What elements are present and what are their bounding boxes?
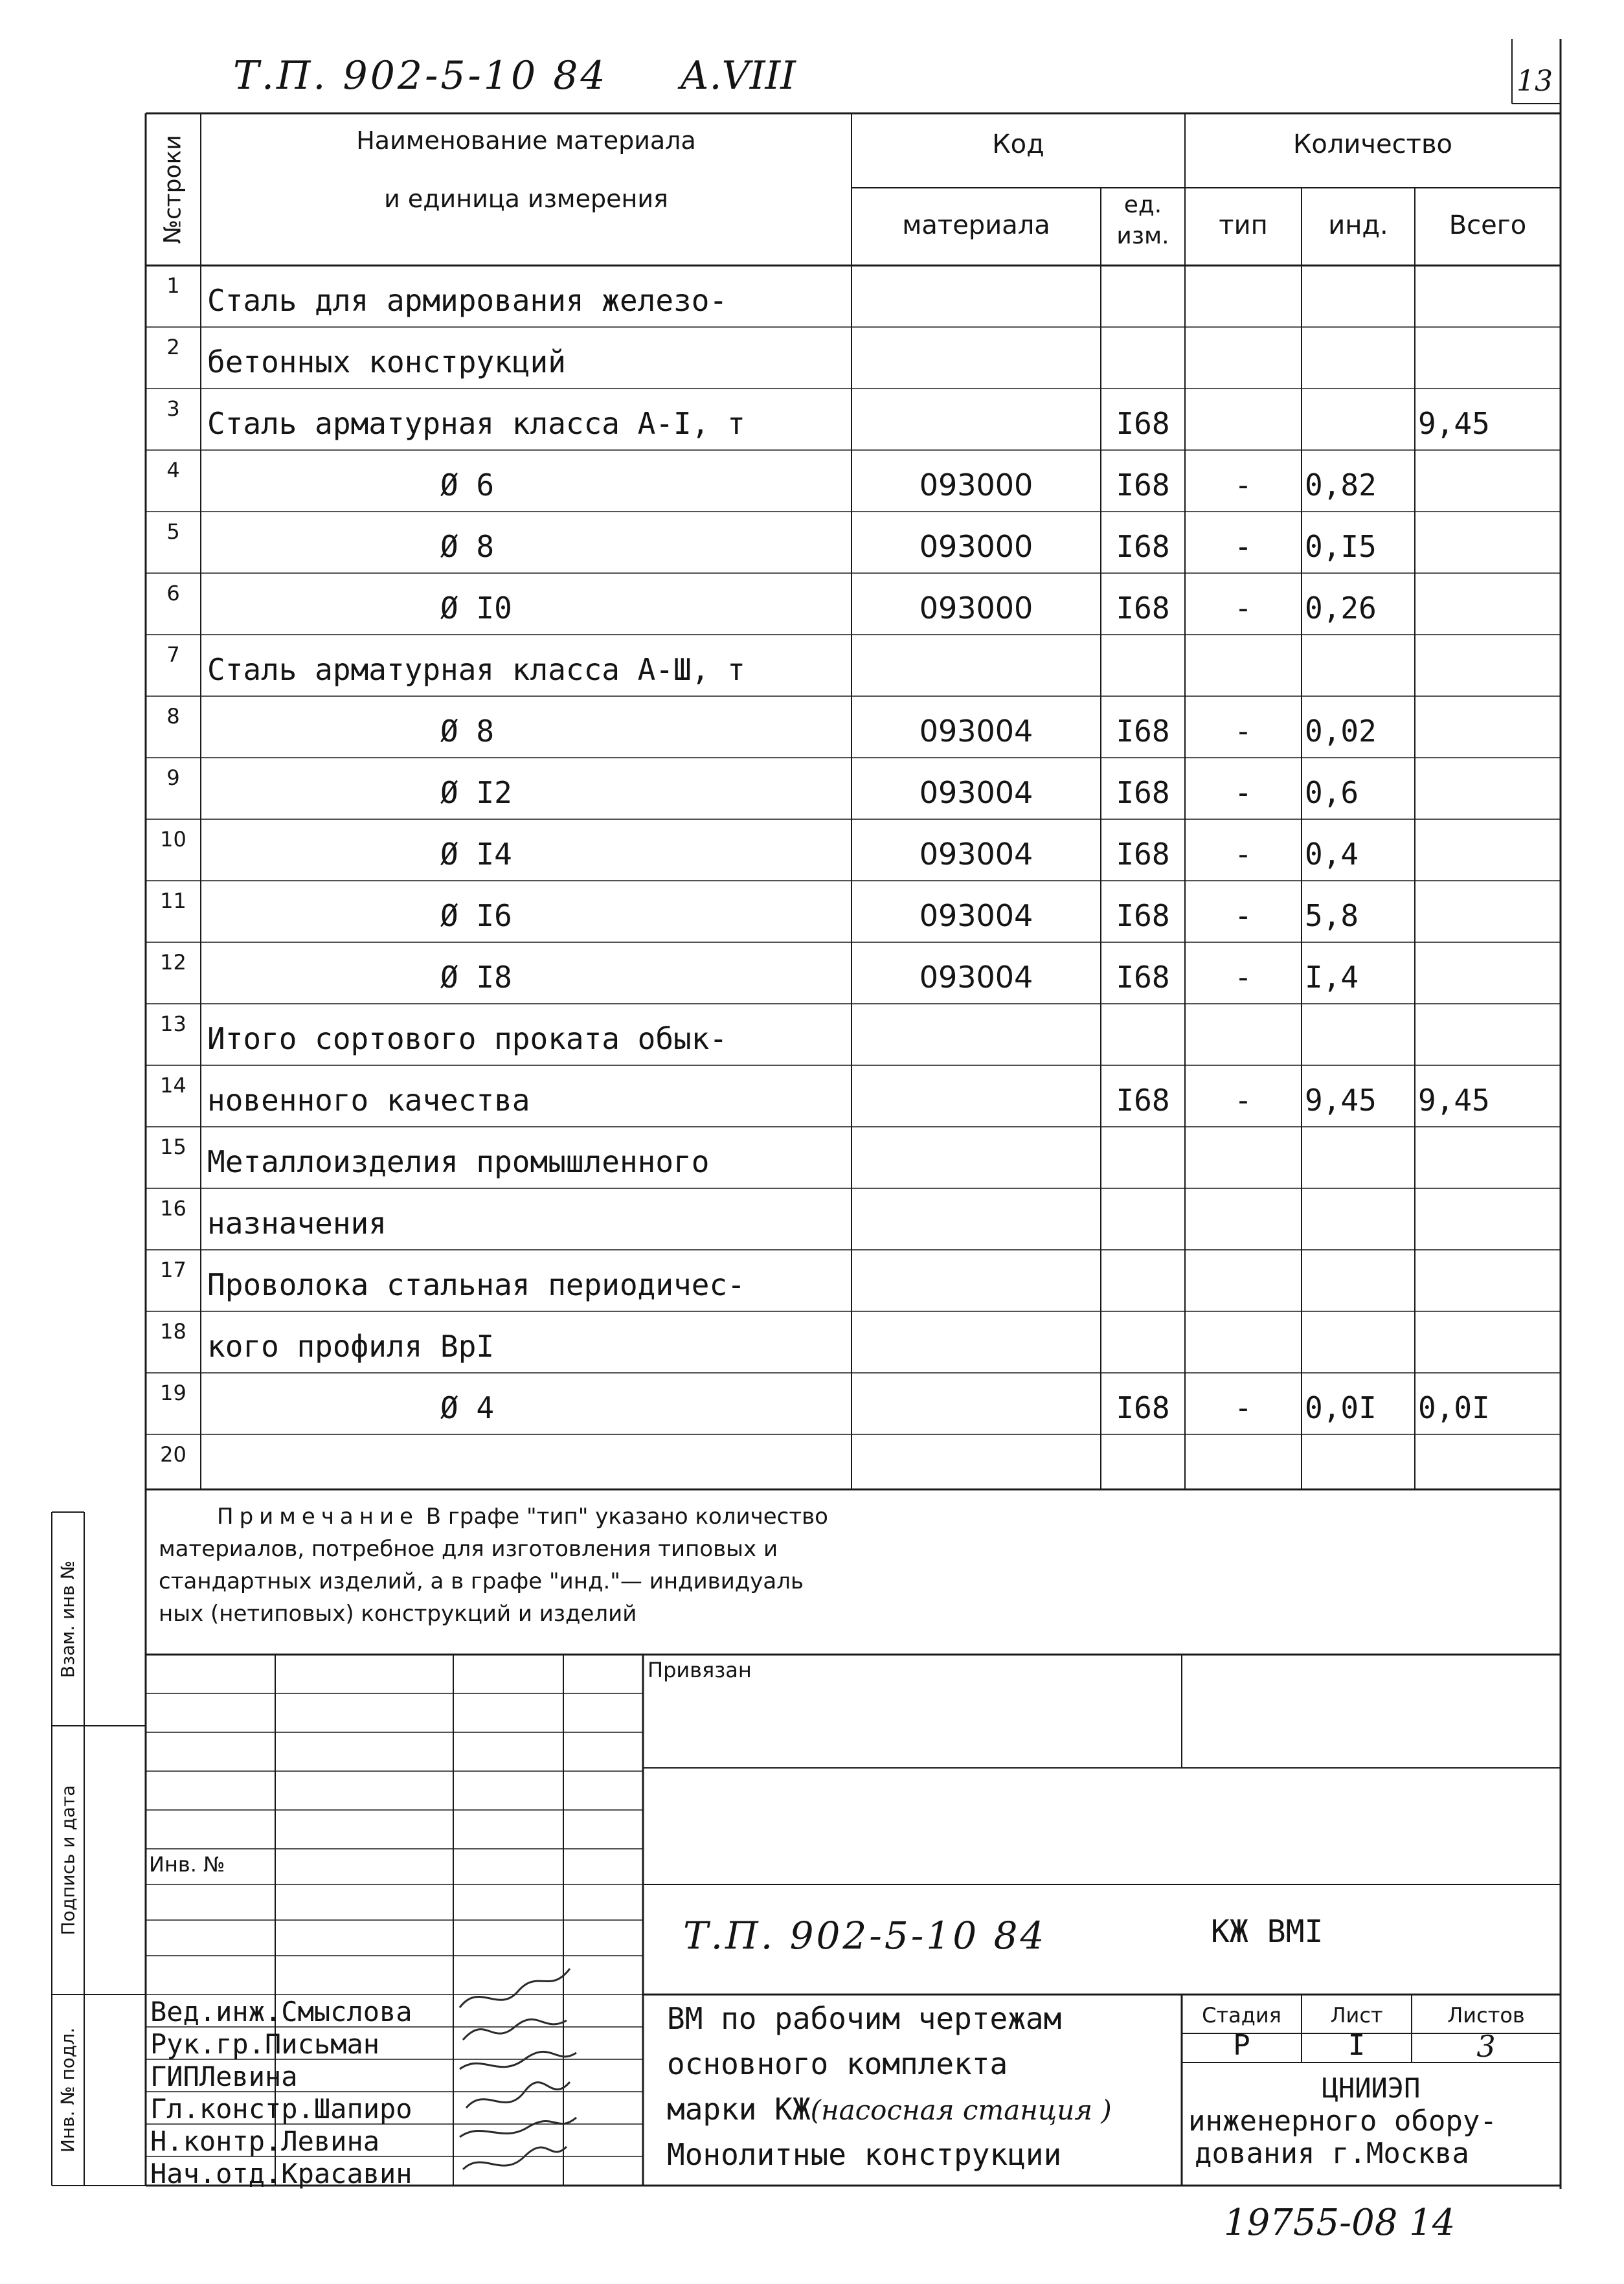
stage-label: Стадия	[1202, 2003, 1281, 2028]
row-qty-ind: 0,82	[1305, 468, 1377, 503]
row-material-name: Ø I6	[440, 898, 512, 933]
staff-name: Письман	[265, 2028, 380, 2060]
desc-line3-prefix: марки КЖ	[667, 2092, 811, 2127]
staff-role: Рук.гр.	[150, 2028, 265, 2060]
row-qty-ind: 0,4	[1305, 837, 1359, 872]
row-qty-type: -	[1234, 898, 1252, 933]
row-number: 10	[160, 827, 186, 852]
header-ind: инд.	[1328, 210, 1388, 240]
row-number: 12	[160, 950, 186, 975]
row-qty-ind: 0,I5	[1305, 529, 1377, 564]
row-unit-code: I68	[1116, 529, 1170, 564]
header-name-line2: и единица измерения	[384, 185, 668, 213]
row-material-code: 093004	[919, 714, 1033, 749]
header-code-material: материала	[902, 210, 1050, 240]
row-material-name: Сталь арматурная класса А-Ш, т	[207, 652, 745, 687]
title-mark: КЖ ВМI	[1211, 1914, 1324, 1950]
row-qty-total: 9,45	[1418, 1083, 1490, 1118]
row-qty-type: -	[1234, 1083, 1252, 1118]
row-material-name: кого профиля ВрI	[207, 1329, 495, 1364]
row-unit-code: I68	[1116, 1390, 1170, 1425]
row-qty-type: -	[1234, 714, 1252, 749]
note-heading: Примечание	[217, 1504, 419, 1530]
staff-name: Красавин	[281, 2158, 412, 2189]
row-material-name: Сталь арматурная класса А-I, т	[207, 406, 745, 441]
row-material-name: Ø 8	[440, 529, 495, 564]
staff-row	[150, 2028, 379, 2060]
row-unit-code: I68	[1116, 468, 1170, 503]
row-qty-ind: 0,0I	[1305, 1390, 1377, 1425]
signatures	[453, 1956, 583, 2189]
header-code: Код	[992, 130, 1044, 159]
row-qty-ind: 0,02	[1305, 714, 1377, 749]
row-material-name: Ø 4	[440, 1390, 495, 1425]
staff-role: Н.контр.	[150, 2125, 282, 2157]
staff-name: Левина	[199, 2061, 298, 2092]
staff-row	[150, 2061, 298, 2092]
row-number: 15	[160, 1135, 186, 1159]
staff-role: Нач.отд.	[150, 2158, 282, 2189]
staff-name: Шапиро	[313, 2093, 412, 2125]
row-qty-ind: 0,6	[1305, 775, 1359, 810]
row-material-code: 093004	[919, 898, 1033, 933]
staff-row	[150, 1996, 412, 2028]
row-number: 19	[160, 1381, 186, 1405]
header-row-no: №строки	[160, 135, 187, 244]
row-number: 9	[166, 765, 180, 790]
row-number: 20	[160, 1442, 186, 1467]
row-qty-type: -	[1234, 529, 1252, 564]
header-unit-line2: изм.	[1116, 223, 1169, 249]
row-material-code: 093000	[919, 591, 1033, 626]
album-label: А.VIII	[680, 53, 796, 98]
desc-line3	[667, 2092, 1112, 2127]
row-number: 4	[166, 458, 180, 482]
staff-row	[150, 2093, 412, 2125]
row-number: 11	[160, 888, 186, 913]
row-material-name: Ø I2	[440, 775, 512, 810]
row-number: 2	[166, 335, 180, 359]
staff-role: Вед.инж.	[150, 1996, 282, 2028]
row-number: 14	[160, 1073, 186, 1098]
staff-role: Гл.констр.	[150, 2093, 314, 2125]
header-unit-line1: ед.	[1123, 192, 1162, 218]
row-material-name: Проволока стальная периодичес-	[207, 1267, 745, 1302]
row-material-name: Сталь для армирования железо-	[207, 283, 728, 318]
row-material-code: 093004	[919, 960, 1033, 995]
row-unit-code: I68	[1116, 837, 1170, 872]
row-material-code: 093004	[919, 775, 1033, 810]
row-unit-code: I68	[1116, 406, 1170, 441]
row-qty-total: 9,45	[1418, 406, 1490, 441]
row-material-name: Металлоизделия промышленного	[207, 1144, 710, 1179]
row-unit-code: I68	[1116, 960, 1170, 995]
row-number: 5	[166, 519, 180, 544]
row-qty-type: -	[1234, 591, 1252, 626]
stamp-podpis: Подпись и дата	[57, 1785, 79, 1936]
staff-name: Левина	[281, 2125, 380, 2157]
row-material-name: Ø 8	[440, 714, 495, 749]
note-text-1: В графе "тип" указано количество	[425, 1504, 828, 1530]
row-qty-ind: 5,8	[1305, 898, 1359, 933]
row-number: 13	[160, 1012, 186, 1036]
row-material-name: Ø 6	[440, 468, 495, 503]
staff-row	[150, 2125, 379, 2157]
desc-line3-hand: (насосная станция )	[810, 2094, 1112, 2126]
row-material-name: Итого сортового проката обык-	[207, 1021, 728, 1056]
sheet-label: Лист	[1330, 2003, 1383, 2028]
title-doc-code: Т.П. 902-5-10 84	[683, 1914, 1047, 1958]
doc-title: Т.П. 902-5-10 84	[233, 53, 608, 98]
org-line2: инженерного обору-	[1188, 2105, 1497, 2138]
row-qty-type: -	[1234, 837, 1252, 872]
row-material-name: новенного качества	[207, 1083, 530, 1118]
inv-no-label: Инв. №	[149, 1852, 225, 1877]
archive-number: 19755-08 14	[1224, 2202, 1456, 2244]
row-material-name: назначения	[207, 1206, 387, 1241]
staff-name: Смыслова	[281, 1996, 412, 2028]
stage-value: Р	[1233, 2029, 1250, 2062]
row-qty-type: -	[1234, 468, 1252, 503]
stamp-inv-podl: Инв. № подл.	[57, 2027, 79, 2153]
row-material-name: Ø I8	[440, 960, 512, 995]
row-number: 16	[160, 1196, 186, 1221]
row-number: 17	[160, 1258, 186, 1282]
row-qty-ind: 0,26	[1305, 591, 1377, 626]
header-total: Всего	[1449, 210, 1527, 240]
row-material-name: Ø I0	[440, 591, 512, 626]
staff-row	[150, 2158, 412, 2189]
row-unit-code: I68	[1116, 1083, 1170, 1118]
row-qty-type: -	[1234, 960, 1252, 995]
row-number: 8	[166, 704, 180, 729]
row-unit-code: I68	[1116, 775, 1170, 810]
row-material-name: Ø I4	[440, 837, 512, 872]
row-qty-ind: I,4	[1305, 960, 1359, 995]
row-number: 18	[160, 1319, 186, 1344]
row-qty-total: 0,0I	[1418, 1390, 1490, 1425]
row-unit-code: I68	[1116, 714, 1170, 749]
page-number: 13	[1517, 65, 1553, 98]
desc-line2: основного комплекта	[667, 2046, 1008, 2081]
note-line4: ных (нетиповых) конструкций и изделий	[159, 1601, 637, 1627]
desc-line4: Монолитные конструкции	[667, 2137, 1062, 2172]
row-material-code: 093004	[919, 837, 1033, 872]
stamp-vzam: Взам. инв №	[57, 1560, 79, 1678]
note-line2: материалов, потребное для изготовления типовых и	[159, 1536, 778, 1562]
row-material-code: 093000	[919, 529, 1033, 564]
row-number: 7	[166, 642, 180, 667]
row-qty-type: -	[1234, 775, 1252, 810]
row-number: 6	[166, 581, 180, 605]
row-material-name: бетонных конструкций	[207, 345, 566, 379]
row-qty-ind: 9,45	[1305, 1083, 1377, 1118]
privyazan-label: Привязан	[648, 1658, 752, 1682]
header-name-line1: Наименование материала	[356, 126, 696, 155]
row-number: 1	[166, 273, 180, 298]
row-unit-code: I68	[1116, 591, 1170, 626]
sheets-label: Листов	[1447, 2003, 1525, 2028]
org-line1: ЦНИИЭП	[1322, 2072, 1421, 2104]
staff-role: ГИП	[150, 2061, 199, 2092]
org-line3: дования г.Москва	[1195, 2137, 1469, 2170]
sheet-value: I	[1348, 2029, 1366, 2062]
sheets-value: 3	[1476, 2029, 1496, 2064]
desc-line1: ВМ по рабочим чертежам	[667, 2001, 1062, 2036]
row-material-code: 093000	[919, 468, 1033, 503]
row-unit-code: I68	[1116, 898, 1170, 933]
header-type: тип	[1219, 210, 1268, 240]
row-qty-type: -	[1234, 1390, 1252, 1425]
note-line3: стандартных изделий, а в графе "инд."— индивидуаль	[159, 1568, 804, 1594]
header-quantity: Количество	[1292, 130, 1452, 159]
row-number: 3	[166, 396, 180, 421]
